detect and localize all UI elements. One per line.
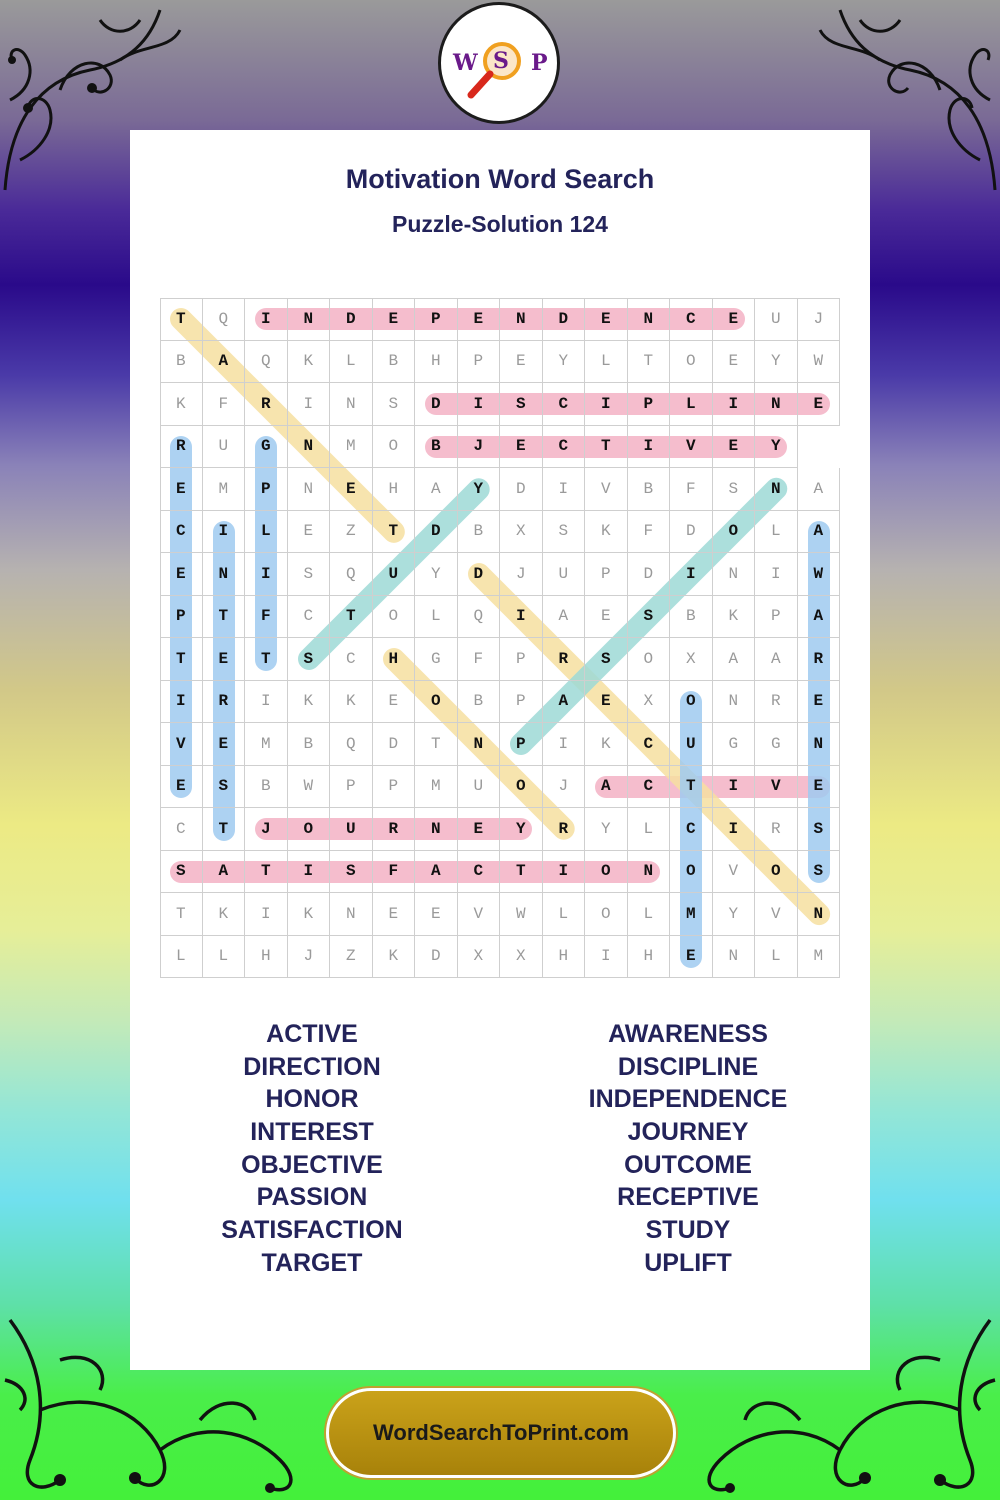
word-list-item: TARGET bbox=[261, 1248, 363, 1277]
grid-cell[interactable]: S bbox=[798, 851, 841, 894]
grid-cell[interactable]: E bbox=[373, 893, 416, 936]
grid-cell[interactable]: E bbox=[500, 426, 543, 469]
grid-cell[interactable]: Y bbox=[755, 426, 798, 469]
grid-cell[interactable]: Z bbox=[330, 511, 373, 554]
grid-cell[interactable]: P bbox=[500, 681, 543, 724]
grid-cell[interactable]: P bbox=[160, 596, 203, 639]
grid-cells bbox=[160, 298, 840, 978]
grid-cell[interactable]: A bbox=[543, 681, 586, 724]
grid-cell[interactable]: S bbox=[628, 596, 671, 639]
word-list-right bbox=[528, 1018, 848, 1280]
grid-cell[interactable]: D bbox=[458, 553, 501, 596]
grid-cell[interactable]: N bbox=[713, 681, 756, 724]
word-list-item: RECEPTIVE bbox=[617, 1183, 759, 1212]
grid-cell[interactable]: B bbox=[458, 681, 501, 724]
grid-cell[interactable]: P bbox=[373, 766, 416, 809]
grid-cell[interactable]: B bbox=[245, 766, 288, 809]
site-link-button[interactable] bbox=[326, 1388, 676, 1478]
grid-cell[interactable]: E bbox=[713, 341, 756, 384]
grid-cell[interactable]: V bbox=[713, 851, 756, 894]
grid-cell[interactable]: U bbox=[670, 723, 713, 766]
grid-cell[interactable]: D bbox=[373, 723, 416, 766]
grid-cell[interactable]: I bbox=[713, 383, 756, 426]
grid-cell[interactable]: N bbox=[415, 808, 458, 851]
grid-cell[interactable]: T bbox=[160, 638, 203, 681]
grid-cell[interactable]: L bbox=[160, 936, 203, 979]
site-link-label: WordSearchToPrint.com bbox=[373, 1420, 629, 1445]
grid-cell[interactable]: I bbox=[755, 553, 798, 596]
grid-cell[interactable]: E bbox=[203, 638, 246, 681]
grid-cell[interactable]: X bbox=[628, 681, 671, 724]
grid-cell[interactable]: R bbox=[755, 808, 798, 851]
grid-cell[interactable]: E bbox=[713, 298, 756, 341]
grid-cell[interactable]: E bbox=[288, 511, 331, 554]
grid-cell[interactable]: U bbox=[373, 553, 416, 596]
grid-cell[interactable]: V bbox=[755, 766, 798, 809]
grid-cell[interactable]: L bbox=[628, 893, 671, 936]
grid-cell[interactable]: H bbox=[628, 936, 671, 979]
grid-cell[interactable]: G bbox=[415, 638, 458, 681]
grid-cell[interactable]: K bbox=[288, 893, 331, 936]
grid-cell[interactable]: F bbox=[458, 638, 501, 681]
grid-cell[interactable]: N bbox=[713, 553, 756, 596]
page-title: Motivation Word Search bbox=[345, 164, 655, 194]
grid-cell[interactable]: B bbox=[288, 723, 331, 766]
grid-cell[interactable]: L bbox=[330, 341, 373, 384]
grid-cell[interactable]: P bbox=[755, 596, 798, 639]
grid-cell[interactable]: X bbox=[500, 936, 543, 979]
grid-cell[interactable]: E bbox=[458, 808, 501, 851]
grid-cell[interactable]: C bbox=[288, 596, 331, 639]
grid-cell[interactable]: O bbox=[288, 808, 331, 851]
grid-cell[interactable]: F bbox=[245, 596, 288, 639]
grid-cell[interactable]: S bbox=[585, 638, 628, 681]
grid-cell[interactable]: P bbox=[500, 723, 543, 766]
grid-cell[interactable]: Q bbox=[245, 341, 288, 384]
grid-cell[interactable]: T bbox=[373, 511, 416, 554]
grid-cell[interactable]: R bbox=[373, 808, 416, 851]
grid-cell[interactable]: N bbox=[458, 723, 501, 766]
grid-cell[interactable]: O bbox=[373, 596, 416, 639]
grid-cell[interactable]: K bbox=[373, 936, 416, 979]
logo-letter-w: W bbox=[453, 50, 478, 76]
grid-cell[interactable]: Y bbox=[543, 341, 586, 384]
grid-cell[interactable]: I bbox=[160, 681, 203, 724]
site-logo[interactable] bbox=[438, 2, 560, 124]
grid-cell[interactable]: I bbox=[585, 936, 628, 979]
grid-cell[interactable]: M bbox=[245, 723, 288, 766]
grid-cell[interactable]: I bbox=[543, 723, 586, 766]
grid-cell[interactable]: U bbox=[458, 766, 501, 809]
grid-cell[interactable]: O bbox=[713, 511, 756, 554]
grid-cell[interactable]: I bbox=[543, 468, 586, 511]
grid-cell[interactable]: K bbox=[585, 723, 628, 766]
grid-cell[interactable]: E bbox=[713, 426, 756, 469]
grid-cell[interactable]: V bbox=[670, 426, 713, 469]
grid-cell[interactable]: K bbox=[585, 511, 628, 554]
page-subtitle: Puzzle-Solution 124 bbox=[392, 211, 608, 237]
grid-cell[interactable]: Q bbox=[330, 553, 373, 596]
grid-cell[interactable]: E bbox=[160, 553, 203, 596]
grid-cell[interactable]: C bbox=[670, 298, 713, 341]
grid-cell[interactable]: N bbox=[713, 936, 756, 979]
grid-cell[interactable]: W bbox=[500, 893, 543, 936]
grid-cell[interactable]: G bbox=[755, 723, 798, 766]
grid-cell[interactable]: K bbox=[160, 383, 203, 426]
grid-cell[interactable]: W bbox=[798, 553, 841, 596]
grid-cell[interactable]: T bbox=[415, 723, 458, 766]
grid-cell[interactable]: P bbox=[415, 298, 458, 341]
grid-cell[interactable]: I bbox=[245, 893, 288, 936]
grid-cell[interactable]: H bbox=[543, 936, 586, 979]
grid-cell[interactable]: E bbox=[585, 681, 628, 724]
word-list-item: PASSION bbox=[256, 1183, 368, 1212]
grid-cell[interactable]: N bbox=[628, 851, 671, 894]
grid-cell[interactable]: B bbox=[415, 426, 458, 469]
logo-letter-s: S bbox=[493, 48, 509, 74]
grid-cell[interactable]: V bbox=[585, 468, 628, 511]
grid-cell[interactable]: N bbox=[288, 426, 331, 469]
grid-cell[interactable]: E bbox=[160, 468, 203, 511]
grid-cell[interactable]: Q bbox=[203, 298, 246, 341]
grid-cell[interactable]: A bbox=[755, 638, 798, 681]
grid-cell[interactable]: B bbox=[458, 511, 501, 554]
grid-cell[interactable]: U bbox=[330, 808, 373, 851]
word-list-item: ACTIVE bbox=[266, 1020, 358, 1048]
grid-cell[interactable]: N bbox=[628, 298, 671, 341]
grid-cell[interactable]: L bbox=[415, 596, 458, 639]
grid-cell[interactable]: I bbox=[288, 383, 331, 426]
grid-cell[interactable]: A bbox=[798, 468, 841, 511]
grid-cell[interactable]: N bbox=[288, 298, 331, 341]
grid-cell[interactable]: D bbox=[670, 511, 713, 554]
grid-cell[interactable]: L bbox=[628, 808, 671, 851]
grid-cell[interactable]: C bbox=[330, 638, 373, 681]
grid-cell[interactable]: W bbox=[798, 341, 841, 384]
grid-cell[interactable]: I bbox=[713, 808, 756, 851]
grid-cell[interactable]: U bbox=[755, 298, 798, 341]
word-list-left bbox=[152, 1018, 472, 1280]
grid-cell[interactable]: P bbox=[585, 553, 628, 596]
grid-cell[interactable]: S bbox=[203, 766, 246, 809]
grid-cell[interactable]: T bbox=[160, 893, 203, 936]
grid-cell[interactable]: R bbox=[798, 638, 841, 681]
grid-cell[interactable]: S bbox=[330, 851, 373, 894]
grid-cell[interactable]: K bbox=[203, 893, 246, 936]
grid-cell[interactable]: E bbox=[373, 298, 416, 341]
grid-cell[interactable]: E bbox=[458, 298, 501, 341]
grid-cell[interactable]: L bbox=[755, 511, 798, 554]
grid-cell[interactable]: A bbox=[713, 638, 756, 681]
grid-cell[interactable]: X bbox=[670, 638, 713, 681]
grid-cell[interactable]: U bbox=[203, 426, 246, 469]
grid-cell[interactable]: E bbox=[585, 298, 628, 341]
grid-cell[interactable]: E bbox=[373, 681, 416, 724]
word-list-item: HONOR bbox=[265, 1085, 359, 1114]
grid-cell[interactable]: X bbox=[458, 936, 501, 979]
grid-cell[interactable]: P bbox=[330, 766, 373, 809]
grid-cell[interactable]: P bbox=[458, 341, 501, 384]
logo-letter-p: P bbox=[531, 50, 548, 76]
grid-cell[interactable]: K bbox=[713, 596, 756, 639]
grid-cell[interactable]: L bbox=[755, 936, 798, 979]
grid-cell[interactable]: V bbox=[755, 893, 798, 936]
grid-cell[interactable]: E bbox=[798, 766, 841, 809]
grid-cell[interactable]: I bbox=[245, 681, 288, 724]
grid-cell[interactable]: O bbox=[415, 681, 458, 724]
grid-cell[interactable]: A bbox=[798, 596, 841, 639]
grid-cell[interactable]: I bbox=[543, 851, 586, 894]
grid-cell[interactable]: N bbox=[203, 553, 246, 596]
grid-cell[interactable]: J bbox=[458, 426, 501, 469]
grid-cell[interactable]: B bbox=[373, 341, 416, 384]
grid-cell[interactable]: C bbox=[628, 766, 671, 809]
grid-cell[interactable]: A bbox=[415, 468, 458, 511]
grid-cell[interactable]: J bbox=[245, 808, 288, 851]
grid-cell[interactable]: J bbox=[500, 553, 543, 596]
grid-cell[interactable]: S bbox=[713, 468, 756, 511]
grid-cell[interactable]: O bbox=[585, 893, 628, 936]
grid-cell[interactable]: T bbox=[160, 298, 203, 341]
grid-cell[interactable]: M bbox=[670, 893, 713, 936]
grid-cell[interactable]: T bbox=[203, 808, 246, 851]
grid-cell[interactable]: L bbox=[670, 383, 713, 426]
grid-cell[interactable]: D bbox=[415, 511, 458, 554]
grid-cell[interactable]: Y bbox=[755, 341, 798, 384]
grid-cell[interactable]: Y bbox=[458, 468, 501, 511]
grid-cell[interactable]: T bbox=[245, 638, 288, 681]
word-list-item: JOURNEY bbox=[627, 1118, 749, 1147]
grid-cell[interactable]: T bbox=[203, 596, 246, 639]
grid-cell[interactable]: F bbox=[203, 383, 246, 426]
word-list-item: OBJECTIVE bbox=[241, 1150, 383, 1179]
grid-cell[interactable]: L bbox=[585, 341, 628, 384]
grid-cell[interactable]: E bbox=[798, 681, 841, 724]
grid-cell[interactable]: T bbox=[330, 596, 373, 639]
grid-cell[interactable]: P bbox=[245, 468, 288, 511]
grid-cell[interactable]: D bbox=[415, 936, 458, 979]
grid-cell[interactable]: R bbox=[543, 638, 586, 681]
grid-cell[interactable]: N bbox=[330, 383, 373, 426]
grid-cell[interactable]: J bbox=[543, 766, 586, 809]
grid-cell[interactable]: O bbox=[628, 638, 671, 681]
grid-cell[interactable]: M bbox=[415, 766, 458, 809]
grid-cell[interactable]: F bbox=[670, 468, 713, 511]
grid-cell[interactable]: K bbox=[288, 341, 331, 384]
grid-cell[interactable]: O bbox=[670, 681, 713, 724]
grid-cell[interactable]: D bbox=[500, 468, 543, 511]
grid-cell[interactable]: M bbox=[798, 936, 841, 979]
grid-cell[interactable]: S bbox=[543, 511, 586, 554]
word-list-item: DISCIPLINE bbox=[617, 1052, 759, 1081]
grid-cell[interactable]: N bbox=[500, 298, 543, 341]
grid-cell[interactable]: R bbox=[245, 383, 288, 426]
grid-cell[interactable]: W bbox=[288, 766, 331, 809]
grid-cell[interactable]: V bbox=[160, 723, 203, 766]
grid-cell[interactable]: T bbox=[628, 341, 671, 384]
grid-cell[interactable]: E bbox=[585, 596, 628, 639]
grid-cell[interactable]: N bbox=[755, 383, 798, 426]
grid-cell[interactable]: A bbox=[543, 596, 586, 639]
grid-cell[interactable]: O bbox=[670, 851, 713, 894]
grid-cell[interactable]: P bbox=[628, 383, 671, 426]
grid-cell[interactable]: K bbox=[288, 681, 331, 724]
grid-cell[interactable]: E bbox=[330, 468, 373, 511]
grid-cell[interactable]: Y bbox=[713, 893, 756, 936]
grid-cell[interactable]: H bbox=[373, 638, 416, 681]
grid-cell[interactable]: Y bbox=[585, 808, 628, 851]
grid-cell[interactable]: T bbox=[245, 851, 288, 894]
grid-cell[interactable]: A bbox=[798, 511, 841, 554]
grid-cell[interactable]: H bbox=[373, 468, 416, 511]
grid-cell[interactable]: E bbox=[798, 383, 841, 426]
grid-cell[interactable]: E bbox=[415, 893, 458, 936]
grid-cell[interactable]: D bbox=[330, 298, 373, 341]
grid-cell[interactable]: R bbox=[203, 681, 246, 724]
grid-cell[interactable]: S bbox=[373, 383, 416, 426]
grid-cell[interactable]: R bbox=[755, 681, 798, 724]
grid-cell[interactable]: J bbox=[798, 298, 841, 341]
grid-cell[interactable]: I bbox=[245, 553, 288, 596]
grid-cell[interactable]: I bbox=[500, 596, 543, 639]
word-list-item: DIRECTION bbox=[243, 1052, 381, 1081]
grid-cell[interactable]: C bbox=[670, 808, 713, 851]
grid-cell[interactable]: O bbox=[373, 426, 416, 469]
grid-cell[interactable]: Q bbox=[458, 596, 501, 639]
grid-cell[interactable]: I bbox=[458, 383, 501, 426]
grid-cell[interactable]: N bbox=[288, 468, 331, 511]
grid-cell[interactable]: Q bbox=[330, 723, 373, 766]
grid-cell[interactable]: L bbox=[203, 936, 246, 979]
grid-cell[interactable]: X bbox=[500, 511, 543, 554]
grid-cell[interactable]: E bbox=[500, 341, 543, 384]
grid-cell[interactable]: L bbox=[543, 893, 586, 936]
grid-cell[interactable]: A bbox=[585, 766, 628, 809]
grid-cell[interactable]: G bbox=[245, 426, 288, 469]
grid-cell[interactable]: I bbox=[288, 851, 331, 894]
grid-cell[interactable]: D bbox=[628, 553, 671, 596]
grid-cell[interactable]: M bbox=[203, 468, 246, 511]
grid-cell[interactable]: C bbox=[160, 511, 203, 554]
grid-cell[interactable]: T bbox=[670, 766, 713, 809]
grid-cell[interactable]: I bbox=[713, 766, 756, 809]
grid-cell[interactable]: S bbox=[288, 638, 331, 681]
grid-cell[interactable]: N bbox=[798, 893, 841, 936]
grid-cell[interactable]: I bbox=[245, 298, 288, 341]
grid-cell[interactable]: C bbox=[458, 851, 501, 894]
grid-cell[interactable]: J bbox=[288, 936, 331, 979]
grid-cell[interactable]: I bbox=[585, 383, 628, 426]
grid-cell[interactable]: O bbox=[585, 851, 628, 894]
grid-cell[interactable]: U bbox=[543, 553, 586, 596]
grid-cell[interactable]: O bbox=[670, 341, 713, 384]
grid-cell[interactable]: C bbox=[543, 383, 586, 426]
grid-cell[interactable]: G bbox=[713, 723, 756, 766]
grid-cell[interactable]: E bbox=[203, 723, 246, 766]
grid-cell[interactable]: A bbox=[203, 851, 246, 894]
word-list-item: STUDY bbox=[645, 1216, 731, 1245]
grid-cell[interactable]: S bbox=[500, 383, 543, 426]
grid-cell[interactable]: M bbox=[330, 426, 373, 469]
grid-cell[interactable]: B bbox=[628, 468, 671, 511]
grid-cell[interactable]: A bbox=[203, 341, 246, 384]
grid-cell[interactable]: S bbox=[288, 553, 331, 596]
grid-cell[interactable]: L bbox=[245, 511, 288, 554]
grid-cell[interactable]: D bbox=[543, 298, 586, 341]
grid-cell[interactable]: I bbox=[203, 511, 246, 554]
word-list-item: UPLIFT bbox=[644, 1248, 732, 1277]
grid-cell[interactable]: N bbox=[755, 468, 798, 511]
grid-cell[interactable]: F bbox=[373, 851, 416, 894]
grid-cell[interactable]: D bbox=[415, 383, 458, 426]
grid-cell[interactable]: C bbox=[628, 723, 671, 766]
grid-cell[interactable]: R bbox=[543, 808, 586, 851]
grid-cell[interactable]: E bbox=[160, 766, 203, 809]
grid-cell[interactable]: T bbox=[500, 851, 543, 894]
grid-cell[interactable]: O bbox=[755, 851, 798, 894]
grid-cell[interactable]: Z bbox=[330, 936, 373, 979]
grid-cell[interactable]: C bbox=[543, 426, 586, 469]
grid-cell[interactable]: N bbox=[798, 723, 841, 766]
grid-cell[interactable]: S bbox=[798, 808, 841, 851]
grid-cell[interactable]: B bbox=[160, 341, 203, 384]
grid-cell[interactable]: T bbox=[585, 426, 628, 469]
grid-cell[interactable]: H bbox=[415, 341, 458, 384]
grid-cell[interactable]: F bbox=[628, 511, 671, 554]
grid-cell[interactable]: H bbox=[245, 936, 288, 979]
word-list-item: INDEPENDENCE bbox=[588, 1085, 788, 1114]
word-list-item: OUTCOME bbox=[624, 1150, 752, 1179]
grid-cell[interactable]: I bbox=[670, 553, 713, 596]
grid-cell[interactable]: Y bbox=[415, 553, 458, 596]
grid-cell[interactable]: P bbox=[500, 638, 543, 681]
grid-cell[interactable]: R bbox=[160, 426, 203, 469]
grid-cell[interactable]: O bbox=[500, 766, 543, 809]
grid-cell[interactable]: I bbox=[628, 426, 671, 469]
word-list-item: INTEREST bbox=[250, 1118, 374, 1147]
grid-cell[interactable]: N bbox=[330, 893, 373, 936]
word-list-item: SATISFACTION bbox=[221, 1216, 403, 1245]
grid-cell[interactable]: A bbox=[415, 851, 458, 894]
grid-cell[interactable]: C bbox=[160, 808, 203, 851]
grid-cell[interactable]: K bbox=[330, 681, 373, 724]
grid-cell[interactable]: S bbox=[160, 851, 203, 894]
grid-cell[interactable]: V bbox=[458, 893, 501, 936]
grid-cell[interactable]: B bbox=[670, 596, 713, 639]
word-list-item: AWARENESS bbox=[608, 1020, 768, 1048]
grid-cell[interactable]: Y bbox=[500, 808, 543, 851]
grid-cell[interactable]: E bbox=[670, 936, 713, 979]
